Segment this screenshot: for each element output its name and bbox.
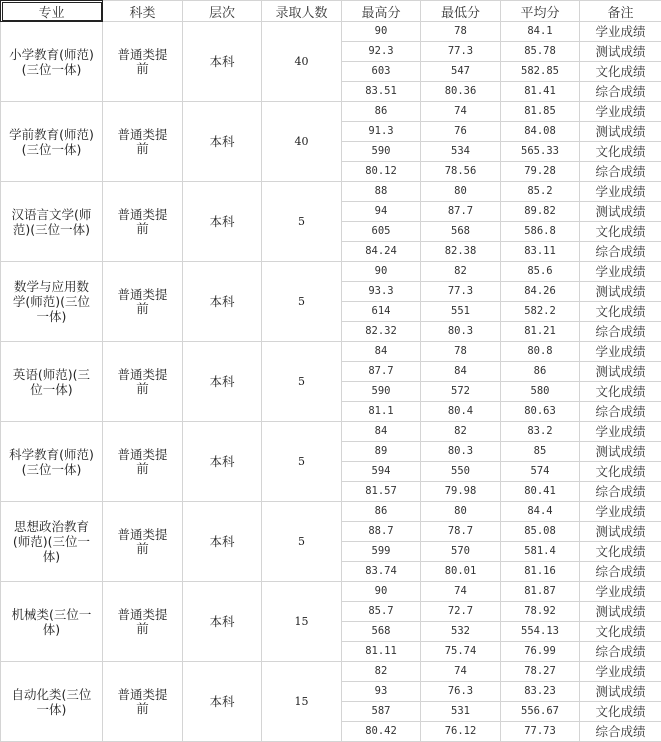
remark-cell[interactable]: 学业成绩: [580, 582, 661, 602]
remark-cell[interactable]: 文化成绩: [580, 302, 661, 322]
avg-score-cell[interactable]: 85.2: [501, 182, 580, 202]
admit-count-cell[interactable]: 5: [262, 182, 342, 262]
min-score-cell[interactable]: 570: [421, 542, 501, 562]
major-cell[interactable]: 小学教育(师范)(三位一体): [1, 22, 103, 102]
avg-score-cell[interactable]: 83.11: [501, 242, 580, 262]
avg-score-cell[interactable]: 78.92: [501, 602, 580, 622]
max-score-cell[interactable]: 88.7: [342, 522, 421, 542]
max-score-cell[interactable]: 86: [342, 102, 421, 122]
avg-score-cell[interactable]: 89.82: [501, 202, 580, 222]
avg-score-cell[interactable]: 81.85: [501, 102, 580, 122]
remark-cell[interactable]: 学业成绩: [580, 422, 661, 442]
max-score-cell[interactable]: 594: [342, 462, 421, 482]
avg-score-cell[interactable]: 83.23: [501, 682, 580, 702]
avg-score-cell[interactable]: 83.2: [501, 422, 580, 442]
avg-score-cell[interactable]: 581.4: [501, 542, 580, 562]
max-score-cell[interactable]: 91.3: [342, 122, 421, 142]
category-cell[interactable]: 普通类提前: [103, 342, 183, 422]
min-score-cell[interactable]: 78.7: [421, 522, 501, 542]
level-cell[interactable]: 本科: [183, 582, 262, 662]
table-row: [1, 102, 661, 122]
major-cell[interactable]: 汉语言文学(师范)(三位一体): [1, 182, 103, 262]
max-score-cell[interactable]: 81.57: [342, 482, 421, 502]
table-row: [1, 502, 661, 522]
avg-score-cell[interactable]: 77.73: [501, 722, 580, 742]
min-score-cell[interactable]: 551: [421, 302, 501, 322]
min-score-cell[interactable]: 84: [421, 362, 501, 382]
remark-cell[interactable]: 测试成绩: [580, 522, 661, 542]
min-score-cell[interactable]: 80: [421, 182, 501, 202]
min-score-cell[interactable]: 78: [421, 342, 501, 362]
admit-count-cell[interactable]: 5: [262, 422, 342, 502]
avg-score-cell[interactable]: 580: [501, 382, 580, 402]
remark-cell[interactable]: 学业成绩: [580, 662, 661, 682]
remark-cell[interactable]: 综合成绩: [580, 242, 661, 262]
level-cell[interactable]: 本科: [183, 102, 262, 182]
remark-cell[interactable]: 测试成绩: [580, 682, 661, 702]
max-score-cell[interactable]: 590: [342, 142, 421, 162]
level-cell[interactable]: 本科: [183, 182, 262, 262]
max-score-cell[interactable]: 82: [342, 662, 421, 682]
min-score-cell[interactable]: 534: [421, 142, 501, 162]
remark-cell[interactable]: 学业成绩: [580, 22, 661, 42]
level-cell[interactable]: 本科: [183, 502, 262, 582]
max-score-cell[interactable]: 85.7: [342, 602, 421, 622]
level-cell[interactable]: 本科: [183, 342, 262, 422]
remark-cell[interactable]: 综合成绩: [580, 722, 661, 742]
max-score-cell[interactable]: 80.42: [342, 722, 421, 742]
min-score-cell[interactable]: 76.3: [421, 682, 501, 702]
avg-score-cell[interactable]: 554.13: [501, 622, 580, 642]
avg-score-cell[interactable]: 85.6: [501, 262, 580, 282]
remark-cell[interactable]: 测试成绩: [580, 202, 661, 222]
min-score-cell[interactable]: 532: [421, 622, 501, 642]
remark-cell[interactable]: 文化成绩: [580, 622, 661, 642]
major-cell[interactable]: 数学与应用数学(师范)(三位一体): [1, 262, 103, 342]
min-score-cell[interactable]: 74: [421, 582, 501, 602]
avg-score-cell[interactable]: 81.41: [501, 82, 580, 102]
admit-count-cell[interactable]: 15: [262, 582, 342, 662]
remark-cell[interactable]: 文化成绩: [580, 542, 661, 562]
min-score-cell[interactable]: 82: [421, 262, 501, 282]
remark-cell[interactable]: 测试成绩: [580, 442, 661, 462]
min-score-cell[interactable]: 75.74: [421, 642, 501, 662]
max-score-cell[interactable]: 90: [342, 262, 421, 282]
avg-score-cell[interactable]: 81.87: [501, 582, 580, 602]
min-score-cell[interactable]: 80.3: [421, 322, 501, 342]
header-major[interactable]: 专业: [1, 1, 103, 22]
avg-score-cell[interactable]: 80.63: [501, 402, 580, 422]
max-score-cell[interactable]: 86: [342, 502, 421, 522]
min-score-cell[interactable]: 82.38: [421, 242, 501, 262]
max-score-cell[interactable]: 90: [342, 582, 421, 602]
admit-count-cell[interactable]: 5: [262, 502, 342, 582]
min-score-cell[interactable]: 77.3: [421, 282, 501, 302]
max-score-cell[interactable]: 599: [342, 542, 421, 562]
max-score-cell[interactable]: 87.7: [342, 362, 421, 382]
admit-count-cell[interactable]: 5: [262, 262, 342, 342]
category-cell[interactable]: 普通类提前: [103, 102, 183, 182]
min-score-cell[interactable]: 550: [421, 462, 501, 482]
remark-cell[interactable]: 测试成绩: [580, 282, 661, 302]
level-cell[interactable]: 本科: [183, 22, 262, 102]
avg-score-cell[interactable]: 84.4: [501, 502, 580, 522]
min-score-cell[interactable]: 72.7: [421, 602, 501, 622]
min-score-cell[interactable]: 78: [421, 22, 501, 42]
remark-cell[interactable]: 文化成绩: [580, 222, 661, 242]
avg-score-cell[interactable]: 84.1: [501, 22, 580, 42]
table-row: [1, 422, 661, 442]
major-cell[interactable]: 机械类(三位一体): [1, 582, 103, 662]
remark-cell[interactable]: 文化成绩: [580, 702, 661, 722]
major-cell[interactable]: 自动化类(三位一体): [1, 662, 103, 742]
min-score-cell[interactable]: 572: [421, 382, 501, 402]
avg-score-cell[interactable]: 80.8: [501, 342, 580, 362]
avg-score-cell[interactable]: 582.2: [501, 302, 580, 322]
avg-score-cell[interactable]: 79.28: [501, 162, 580, 182]
header-min-score[interactable]: 最低分: [421, 1, 501, 22]
min-score-cell[interactable]: 568: [421, 222, 501, 242]
max-score-cell[interactable]: 84: [342, 342, 421, 362]
remark-cell[interactable]: 综合成绩: [580, 562, 661, 582]
major-cell[interactable]: 思想政治教育(师范)(三位一体): [1, 502, 103, 582]
header-admit-count[interactable]: 录取人数: [262, 1, 342, 22]
header-remark[interactable]: 备注: [580, 1, 661, 22]
max-score-cell[interactable]: 82.32: [342, 322, 421, 342]
header-max-score[interactable]: 最高分: [342, 1, 421, 22]
remark-cell[interactable]: 文化成绩: [580, 462, 661, 482]
admit-count-cell[interactable]: 15: [262, 662, 342, 742]
header-level[interactable]: 层次: [183, 1, 262, 22]
remark-cell[interactable]: 综合成绩: [580, 482, 661, 502]
max-score-cell[interactable]: 614: [342, 302, 421, 322]
major-cell[interactable]: 学前教育(师范)(三位一体): [1, 102, 103, 182]
min-score-cell[interactable]: 80.36: [421, 82, 501, 102]
avg-score-cell[interactable]: 78.27: [501, 662, 580, 682]
admit-count-cell[interactable]: 5: [262, 342, 342, 422]
max-score-cell[interactable]: 83.74: [342, 562, 421, 582]
avg-score-cell[interactable]: 86: [501, 362, 580, 382]
max-score-cell[interactable]: 90: [342, 22, 421, 42]
min-score-cell[interactable]: 80.01: [421, 562, 501, 582]
max-score-cell[interactable]: 81.1: [342, 402, 421, 422]
min-score-cell[interactable]: 531: [421, 702, 501, 722]
remark-cell[interactable]: 综合成绩: [580, 82, 661, 102]
max-score-cell[interactable]: 84.24: [342, 242, 421, 262]
remark-cell[interactable]: 综合成绩: [580, 402, 661, 422]
max-score-cell[interactable]: 605: [342, 222, 421, 242]
level-cell[interactable]: 本科: [183, 662, 262, 742]
remark-cell[interactable]: 学业成绩: [580, 182, 661, 202]
remark-cell[interactable]: 综合成绩: [580, 162, 661, 182]
remark-cell[interactable]: 测试成绩: [580, 602, 661, 622]
category-cell[interactable]: 普通类提前: [103, 582, 183, 662]
avg-score-cell[interactable]: 81.16: [501, 562, 580, 582]
major-cell[interactable]: 科学教育(师范)(三位一体): [1, 422, 103, 502]
table-body: [1, 22, 661, 742]
avg-score-cell[interactable]: 582.85: [501, 62, 580, 82]
max-score-cell[interactable]: 587: [342, 702, 421, 722]
avg-score-cell[interactable]: 85.08: [501, 522, 580, 542]
min-score-cell[interactable]: 79.98: [421, 482, 501, 502]
admit-count-cell[interactable]: 40: [262, 22, 342, 102]
level-cell[interactable]: 本科: [183, 422, 262, 502]
remark-cell[interactable]: 测试成绩: [580, 362, 661, 382]
remark-cell[interactable]: 文化成绩: [580, 142, 661, 162]
min-score-cell[interactable]: 547: [421, 62, 501, 82]
category-cell[interactable]: 普通类提前: [103, 262, 183, 342]
avg-score-cell[interactable]: 85: [501, 442, 580, 462]
remark-cell[interactable]: 综合成绩: [580, 322, 661, 342]
table-row: [1, 182, 661, 202]
max-score-cell[interactable]: 89: [342, 442, 421, 462]
remark-cell[interactable]: 文化成绩: [580, 62, 661, 82]
max-score-cell[interactable]: 568: [342, 622, 421, 642]
category-cell[interactable]: 普通类提前: [103, 182, 183, 262]
category-cell[interactable]: 普通类提前: [103, 502, 183, 582]
max-score-cell[interactable]: 84: [342, 422, 421, 442]
max-score-cell[interactable]: 83.51: [342, 82, 421, 102]
remark-cell[interactable]: 综合成绩: [580, 642, 661, 662]
remark-cell[interactable]: 测试成绩: [580, 42, 661, 62]
remark-cell[interactable]: 测试成绩: [580, 122, 661, 142]
max-score-cell[interactable]: 81.11: [342, 642, 421, 662]
min-score-cell[interactable]: 78.56: [421, 162, 501, 182]
min-score-cell[interactable]: 80: [421, 502, 501, 522]
min-score-cell[interactable]: 74: [421, 662, 501, 682]
remark-cell[interactable]: 学业成绩: [580, 502, 661, 522]
min-score-cell[interactable]: 80.4: [421, 402, 501, 422]
max-score-cell[interactable]: 603: [342, 62, 421, 82]
category-cell[interactable]: 普通类提前: [103, 22, 183, 102]
min-score-cell[interactable]: 82: [421, 422, 501, 442]
min-score-cell[interactable]: 76: [421, 122, 501, 142]
header-row: [1, 1, 661, 22]
category-cell[interactable]: 普通类提前: [103, 662, 183, 742]
avg-score-cell[interactable]: 84.08: [501, 122, 580, 142]
min-score-cell[interactable]: 87.7: [421, 202, 501, 222]
header-category[interactable]: 科类: [103, 1, 183, 22]
max-score-cell[interactable]: 93.3: [342, 282, 421, 302]
table-row: [1, 582, 661, 602]
max-score-cell[interactable]: 80.12: [342, 162, 421, 182]
header-avg-score[interactable]: 平均分: [501, 1, 580, 22]
admit-count-cell[interactable]: 40: [262, 102, 342, 182]
table-row: [1, 262, 661, 282]
max-score-cell[interactable]: 92.3: [342, 42, 421, 62]
category-cell[interactable]: 普通类提前: [103, 422, 183, 502]
major-cell[interactable]: 英语(师范)(三位一体): [1, 342, 103, 422]
table-row: [1, 662, 661, 682]
max-score-cell[interactable]: 88: [342, 182, 421, 202]
avg-score-cell[interactable]: 85.78: [501, 42, 580, 62]
avg-score-cell[interactable]: 84.26: [501, 282, 580, 302]
max-score-cell[interactable]: 93: [342, 682, 421, 702]
min-score-cell[interactable]: 74: [421, 102, 501, 122]
max-score-cell[interactable]: 94: [342, 202, 421, 222]
remark-cell[interactable]: 学业成绩: [580, 262, 661, 282]
table-row: [1, 22, 661, 42]
remark-cell[interactable]: 文化成绩: [580, 382, 661, 402]
avg-score-cell[interactable]: 80.41: [501, 482, 580, 502]
level-cell[interactable]: 本科: [183, 262, 262, 342]
max-score-cell[interactable]: 590: [342, 382, 421, 402]
remark-cell[interactable]: 学业成绩: [580, 102, 661, 122]
avg-score-cell[interactable]: 586.8: [501, 222, 580, 242]
table-row: [1, 342, 661, 362]
min-score-cell[interactable]: 80.3: [421, 442, 501, 462]
avg-score-cell[interactable]: 76.99: [501, 642, 580, 662]
remark-cell[interactable]: 学业成绩: [580, 342, 661, 362]
avg-score-cell[interactable]: 565.33: [501, 142, 580, 162]
min-score-cell[interactable]: 77.3: [421, 42, 501, 62]
avg-score-cell[interactable]: 81.21: [501, 322, 580, 342]
avg-score-cell[interactable]: 556.67: [501, 702, 580, 722]
avg-score-cell[interactable]: 574: [501, 462, 580, 482]
min-score-cell[interactable]: 76.12: [421, 722, 501, 742]
